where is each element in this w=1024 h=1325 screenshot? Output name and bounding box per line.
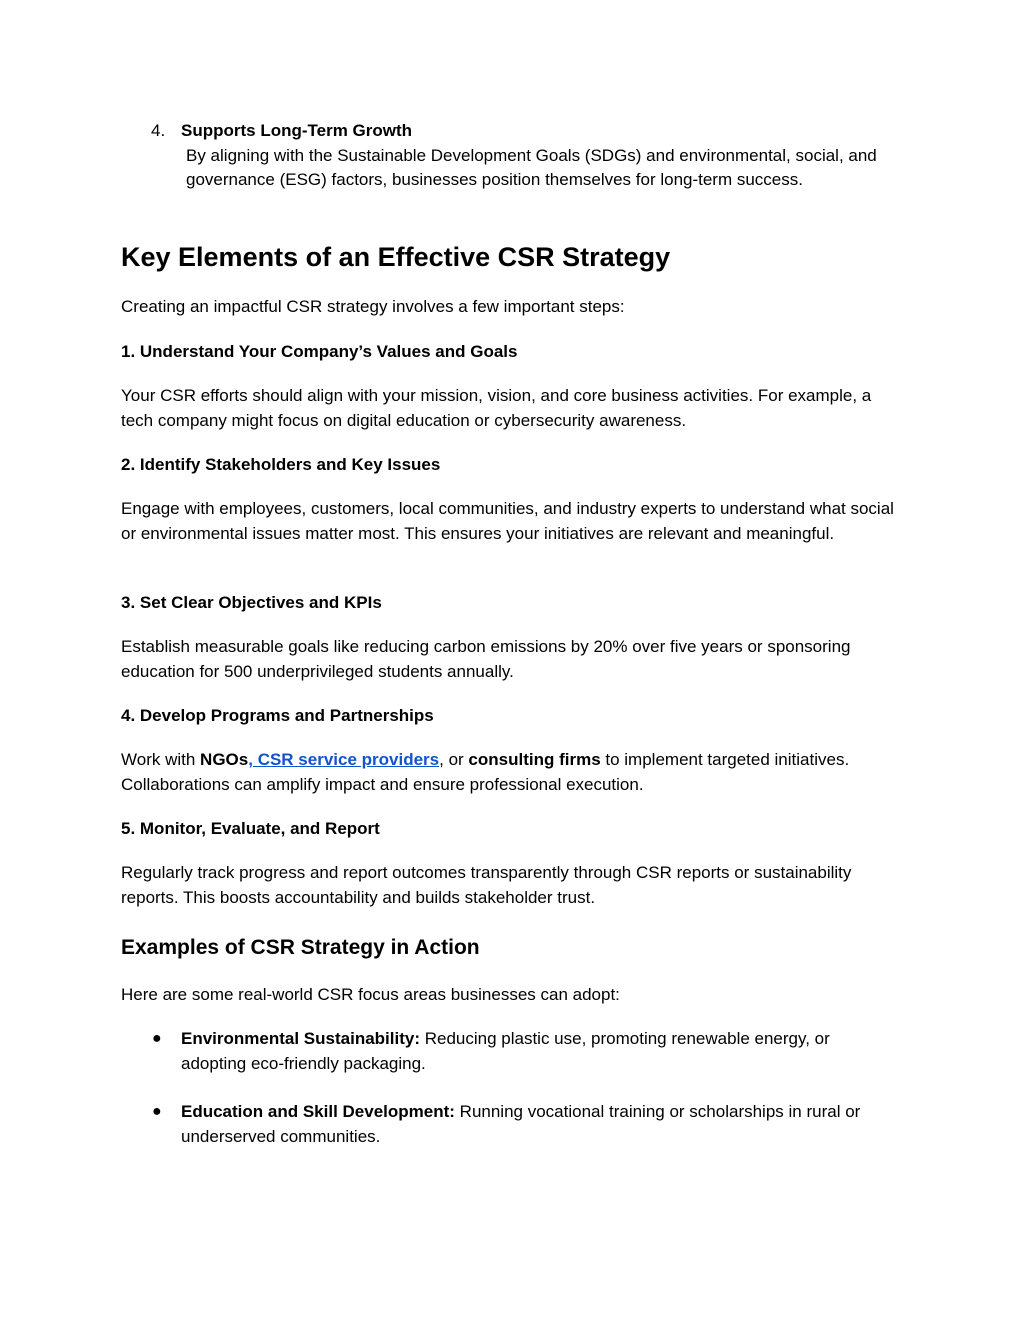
step-3-title: 3. Set Clear Objectives and KPIs [121,593,382,612]
step-5-text: Regularly track progress and report outcomes transparently through CSR reports or sustainability reports. This boosts accountability and builds stakeholder trust. [121,863,852,907]
bullet-text: Reducing plastic use, promoting renewable energy, or adopting eco-friendly packaging. [181,1029,830,1073]
step-4-text-mid: , or [439,750,469,769]
section-heading-key-elements: Key Elements of an Effective CSR Strategy [121,242,671,272]
list-item-supports-growth [121,119,911,193]
list-number: 4. [151,121,166,140]
examples-intro: Here are some real-world CSR focus areas businesses can adopt: [121,985,620,1004]
section-intro: Creating an impactful CSR strategy involves a few important steps: [121,297,625,316]
step-5-title: 5. Monitor, Evaluate, and Report [121,819,380,838]
bullet-icon: ● [152,1030,162,1047]
ngos-text: NGOs [200,750,249,769]
step-4-text-before: Work with [121,750,201,769]
step-2-title: 2. Identify Stakeholders and Key Issues [121,455,441,474]
bullet-icon: ● [152,1103,162,1120]
step-4-title: 4. Develop Programs and Partnerships [121,706,434,725]
list-item-title: Supports Long-Term Growth [181,121,413,140]
step-3-text: Establish measurable goals like reducing carbon emissions by 20% over five years or sponsoring education for 500 underprivileged students annually. [121,637,851,681]
step-1-text: Your CSR efforts should align with your mission, vision, and core business activities. For example, a tech company might focus on digital education or cybersecurity awareness. [121,386,872,430]
step-2-text: Engage with employees, customers, local communities, and industry experts to understand what social or environmental issues matter most. This ensures your initiatives are relevant and meaningful. [121,499,894,543]
bullet-item [121,1027,896,1076]
csr-service-providers-link[interactable] [248,750,439,769]
bullet-label: Education and Skill Development: [181,1102,455,1121]
step-4-text [121,748,896,797]
list-item-text: By aligning with the Sustainable Development Goals (SDGs) and environmental, social, and governance (ESG) factors, businesses position themselves for long-term success. [186,145,877,189]
bullet-text: Running vocational training or scholarships in rural or underserved communities. [181,1102,861,1146]
link-text: CSR service providers [252,750,440,769]
step-4-text-after: to implement targeted initiatives. Collaborations can amplify impact and ensure professional execution. [121,750,850,794]
section-heading-examples: Examples of CSR Strategy in Action [121,936,480,959]
bullet-label: Environmental Sustainability: [181,1029,420,1048]
step-1-title: 1. Understand Your Company’s Values and Goals [121,342,518,361]
link-comma: , [248,750,253,769]
consulting-firms-text: consulting firms [468,750,601,769]
bullet-item [121,1100,896,1149]
